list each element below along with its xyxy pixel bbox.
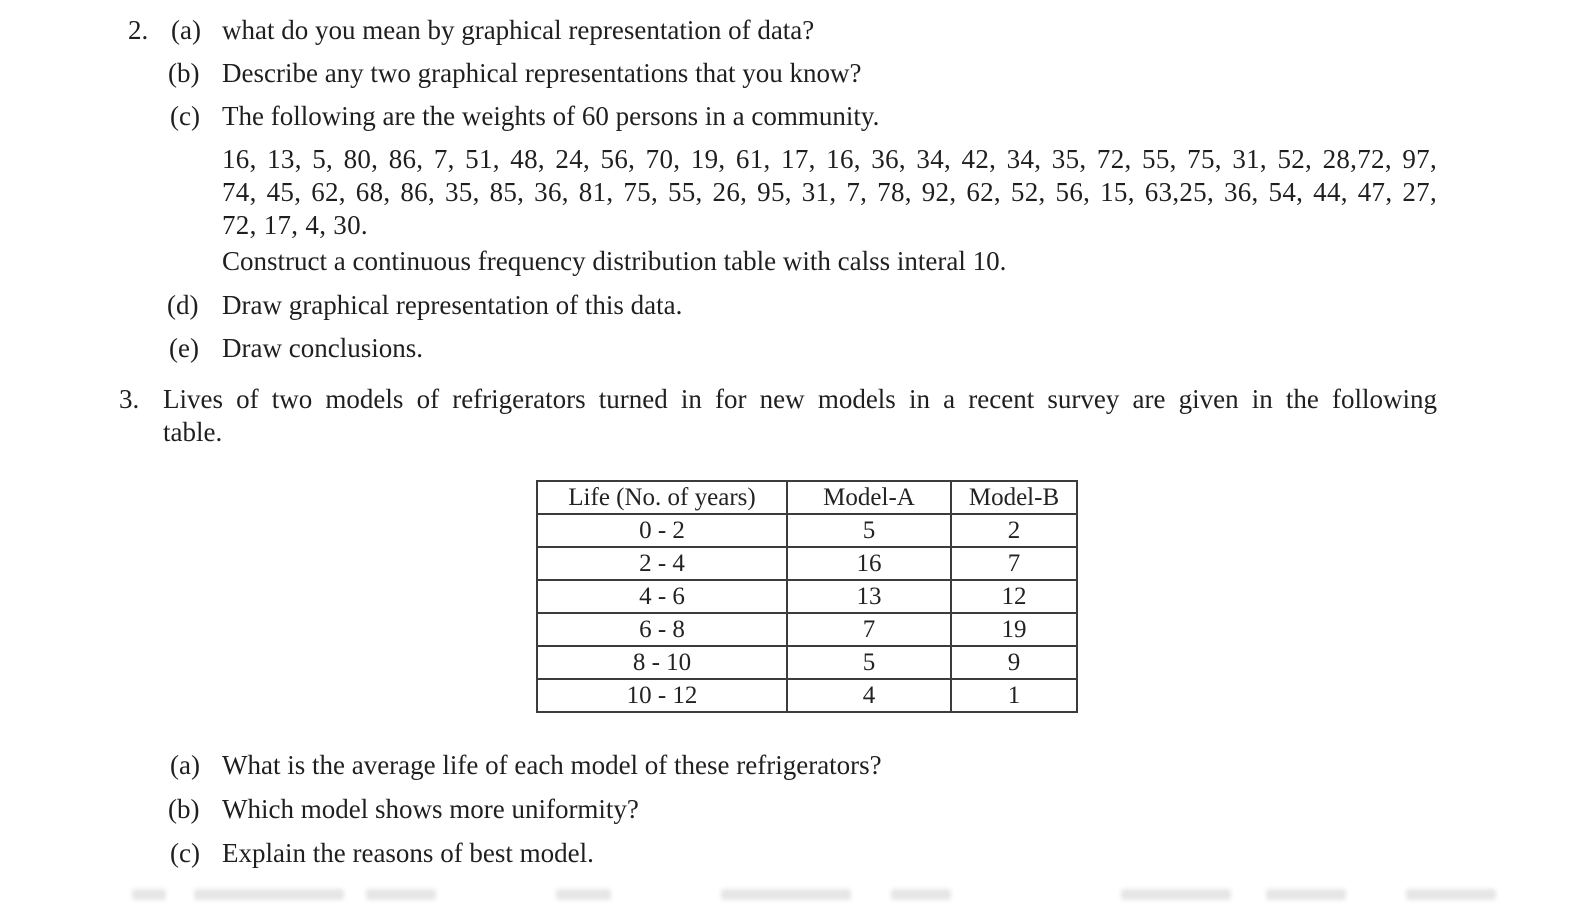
cutoff-text-fragment [132, 889, 1496, 900]
life-range-cell: 8 - 10 [537, 646, 787, 679]
refrigerator-life-table [536, 480, 1078, 713]
life-range-cell: 0 - 2 [537, 514, 787, 547]
weights-data-line-2 [0, 176, 1587, 212]
life-range-cell: 4 - 6 [537, 580, 787, 613]
part-label: (a) [171, 15, 201, 45]
part-label: (d) [167, 290, 199, 320]
question2-number: 2. [128, 15, 149, 45]
model-b-cell: 7 [951, 547, 1077, 580]
part-text: Explain the reasons of best model. [222, 838, 594, 868]
question3-part-b-line [0, 793, 1587, 829]
part-label: (e) [169, 333, 199, 363]
table-header-row [537, 481, 1077, 514]
weights-values: 74, 45, 62, 68, 86, 35, 85, 36, 81, 75, 55, 26, 95, 31, 7, 78, 92, 62, 52, 56, 15, 63,25, 36, 54, 44, 47, 27, [222, 177, 1437, 207]
model-b-cell: 1 [951, 679, 1077, 712]
table-header-model-a: Model-A [787, 481, 951, 514]
part-label: (b) [168, 794, 200, 824]
weights-values: 72, 17, 4, 30. [222, 210, 368, 240]
question2-part-a-line [0, 14, 1587, 50]
part-label: (c) [170, 838, 200, 868]
table-row [537, 646, 1077, 679]
life-range-cell: 10 - 12 [537, 679, 787, 712]
question3-part-c-line [0, 837, 1587, 873]
question2-part-c-line [0, 100, 1587, 136]
question3-intro-line-2 [0, 416, 1587, 452]
life-range-cell: 6 - 8 [537, 613, 787, 646]
table-row [537, 547, 1077, 580]
question3-intro-line-1 [0, 383, 1587, 419]
question3-number: 3. [119, 384, 140, 414]
question2-part-d-line [0, 289, 1587, 325]
table-row [537, 514, 1077, 547]
model-a-cell: 4 [787, 679, 951, 712]
table-row [537, 613, 1077, 646]
model-b-cell: 12 [951, 580, 1077, 613]
instruction-text: Construct a continuous frequency distribution table with calss interal 10. [222, 246, 1007, 276]
model-b-cell: 19 [951, 613, 1077, 646]
life-range-cell: 2 - 4 [537, 547, 787, 580]
part-text: what do you mean by graphical representation of data? [222, 15, 815, 45]
table-header-life: Life (No. of years) [537, 481, 787, 514]
model-b-cell: 9 [951, 646, 1077, 679]
model-a-cell: 7 [787, 613, 951, 646]
question2-instruction-line [0, 245, 1587, 281]
part-label: (c) [170, 101, 200, 131]
part-text: Draw conclusions. [222, 333, 423, 363]
question2-part-e-line [0, 332, 1587, 368]
question3-intro-text: Lives of two models of refrigerators turned in for new models in a recent survey are given in the following [163, 384, 1437, 414]
model-a-cell: 13 [787, 580, 951, 613]
part-text: The following are the weights of 60 persons in a community. [222, 101, 880, 131]
model-a-cell: 5 [787, 514, 951, 547]
table-header-model-b: Model-B [951, 481, 1077, 514]
model-b-cell: 2 [951, 514, 1077, 547]
table-row [537, 679, 1077, 712]
part-text: Which model shows more uniformity? [222, 794, 639, 824]
question3-intro-text: table. [163, 417, 223, 447]
model-a-cell: 5 [787, 646, 951, 679]
weights-values: 16, 13, 5, 80, 86, 7, 51, 48, 24, 56, 70, 19, 61, 17, 16, 36, 34, 42, 34, 35, 72, 55, 75, 31, 52, 28,72, 97, [222, 144, 1437, 174]
model-a-cell: 16 [787, 547, 951, 580]
question2-part-b-line [0, 57, 1587, 93]
part-text: Draw graphical representation of this data. [222, 290, 683, 320]
part-text: What is the average life of each model of these refrigerators? [222, 750, 882, 780]
part-label: (a) [170, 750, 200, 780]
table-row [537, 580, 1077, 613]
part-text: Describe any two graphical representations that you know? [222, 58, 862, 88]
weights-data-line-1 [0, 143, 1587, 179]
question3-part-a-line [0, 749, 1587, 785]
weights-data-line-3 [0, 209, 1587, 245]
part-label: (b) [168, 58, 200, 88]
